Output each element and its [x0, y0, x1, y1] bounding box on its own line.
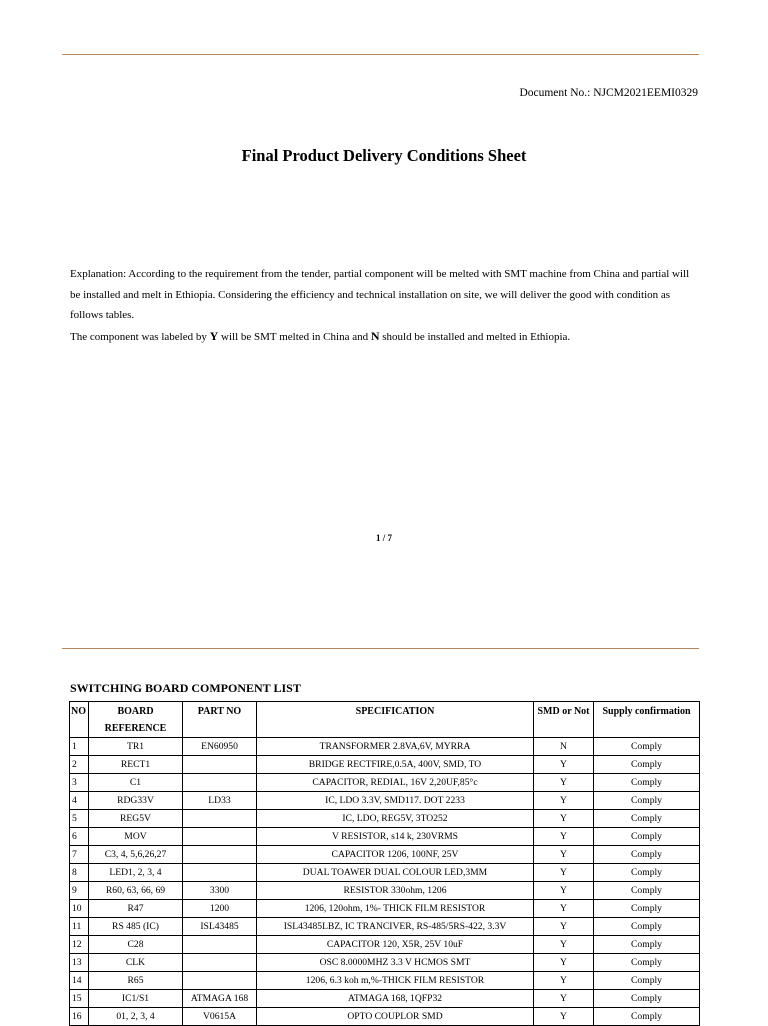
- row-part-no: [183, 972, 257, 990]
- row-no: 8: [70, 864, 89, 882]
- row-smd: Y: [534, 990, 594, 1008]
- row-specification: 1206, 120ohm, 1%- THICK FILM RESISTOR: [257, 900, 534, 918]
- row-part-no: 3300: [183, 882, 257, 900]
- row-no: 5: [70, 810, 89, 828]
- row-supply: Comply: [594, 936, 700, 954]
- table-header-row: [70, 702, 700, 738]
- row-smd: Y: [534, 774, 594, 792]
- row-smd: N: [534, 738, 594, 756]
- row-specification: CAPACITOR 1206, 100NF, 25V: [257, 846, 534, 864]
- table-row: [70, 828, 700, 846]
- row-specification: DUAL TOAWER DUAL COLOUR LED,3MM: [257, 864, 534, 882]
- row-specification: IC, LDO, REG5V, 3TO252: [257, 810, 534, 828]
- row-smd: Y: [534, 792, 594, 810]
- row-reference: C3, 4, 5,6,26,27: [89, 846, 183, 864]
- row-specification: CAPACITOR 120, X5R, 25V 10uF: [257, 936, 534, 954]
- row-smd: Y: [534, 810, 594, 828]
- table-row: [70, 774, 700, 792]
- page-number: 1 / 7: [375, 533, 392, 543]
- row-reference: MOV: [89, 828, 183, 846]
- row-specification: RESISTOR 330ohm, 1206: [257, 882, 534, 900]
- row-part-no: [183, 828, 257, 846]
- row-reference: C1: [89, 774, 183, 792]
- row-smd: Y: [534, 846, 594, 864]
- row-no: 4: [70, 792, 89, 810]
- table-row: [70, 792, 700, 810]
- row-reference: REG5V: [89, 810, 183, 828]
- row-reference: 01, 2, 3, 4: [89, 1008, 183, 1026]
- row-part-no: [183, 756, 257, 774]
- row-part-no: [183, 936, 257, 954]
- row-smd: Y: [534, 954, 594, 972]
- document-title: Final Product Delivery Conditions Sheet: [241, 146, 527, 165]
- row-no: 16: [70, 1008, 89, 1026]
- row-supply: Comply: [594, 774, 700, 792]
- row-smd: Y: [534, 756, 594, 774]
- row-reference: RS 485 (IC): [89, 918, 183, 936]
- row-part-no: V0615A: [183, 1008, 257, 1026]
- row-part-no: [183, 864, 257, 882]
- table-row: [70, 810, 700, 828]
- row-specification: OPTO COUPLOR SMD: [257, 1008, 534, 1026]
- row-no: 9: [70, 882, 89, 900]
- row-part-no: 1200: [183, 900, 257, 918]
- row-no: 10: [70, 900, 89, 918]
- row-part-no: ISL43485: [183, 918, 257, 936]
- row-specification: BRIDGE RECTFIRE,0.5A, 400V, SMD, TO: [257, 756, 534, 774]
- table-row: [70, 1008, 700, 1026]
- row-smd: Y: [534, 900, 594, 918]
- row-supply: Comply: [594, 954, 700, 972]
- row-smd: Y: [534, 1008, 594, 1026]
- row-smd: Y: [534, 882, 594, 900]
- legend-text-a: The component was labeled by: [70, 330, 210, 343]
- row-specification: 1206, 6.3 koh m,%-THICK FILM RESISTOR: [257, 972, 534, 990]
- row-reference: TR1: [89, 738, 183, 756]
- row-supply: Comply: [594, 846, 700, 864]
- row-reference: IC1/S1: [89, 990, 183, 1008]
- row-specification: OSC 8.0000MHZ 3.3 V HCMOS SMT: [257, 954, 534, 972]
- row-smd: Y: [534, 936, 594, 954]
- row-smd: Y: [534, 972, 594, 990]
- table-row: [70, 918, 700, 936]
- table-row: [70, 936, 700, 954]
- document-number: Document No.: NJCM2021EEMI0329: [519, 87, 698, 99]
- legend-n-label: N: [370, 328, 380, 343]
- row-specification: TRANSFORMER 2.8VA,6V, MYRRA: [257, 738, 534, 756]
- table-row: [70, 756, 700, 774]
- row-smd: Y: [534, 864, 594, 882]
- row-supply: Comply: [594, 990, 700, 1008]
- row-no: 6: [70, 828, 89, 846]
- explanation-block: [70, 264, 700, 347]
- table-row: [70, 900, 700, 918]
- row-supply: Comply: [594, 1008, 700, 1026]
- row-supply: Comply: [594, 738, 700, 756]
- row-part-no: ATMAGA 168: [183, 990, 257, 1008]
- explanation-paragraph: Explanation: According to the requirement from the tender, partial component will be melted with SMT machine from China and partial will be installed and melt in Ethiopia. Considering the efficiency and technical installation on site, we will deliver the good with condition as follows tables.: [70, 268, 690, 321]
- row-part-no: [183, 846, 257, 864]
- row-part-no: [183, 810, 257, 828]
- component-table: [69, 701, 700, 1026]
- row-reference: RDG33V: [89, 792, 183, 810]
- label-legend-paragraph: [70, 326, 700, 348]
- row-reference: R65: [89, 972, 183, 990]
- row-specification: CAPACITOR, REDIAL, 16V 2,20UF,85°c: [257, 774, 534, 792]
- row-supply: Comply: [594, 900, 700, 918]
- row-no: 2: [70, 756, 89, 774]
- header-board-reference: [89, 702, 183, 738]
- header-smd: SMD or Not: [534, 702, 594, 738]
- header-board-line2: REFERENCE: [104, 723, 167, 734]
- table-row: [70, 738, 700, 756]
- row-smd: Y: [534, 828, 594, 846]
- row-no: 7: [70, 846, 89, 864]
- row-no: 12: [70, 936, 89, 954]
- row-supply: Comply: [594, 828, 700, 846]
- row-specification: IC, LDO 3.3V, SMD117. DOT 2233: [257, 792, 534, 810]
- header-supply: Supply confirmation: [594, 702, 700, 738]
- table-row: [70, 972, 700, 990]
- row-specification: ATMAGA 168, 1QFP32: [257, 990, 534, 1008]
- row-reference: RECT1: [89, 756, 183, 774]
- table-row: [70, 864, 700, 882]
- row-specification: V RESISTOR, s14 k, 230VRMS: [257, 828, 534, 846]
- row-smd: Y: [534, 918, 594, 936]
- row-reference: CLK: [89, 954, 183, 972]
- header-board-line1: BOARD: [117, 706, 154, 717]
- row-supply: Comply: [594, 882, 700, 900]
- row-supply: Comply: [594, 918, 700, 936]
- legend-y-label: Y: [209, 328, 219, 343]
- row-part-no: EN60950: [183, 738, 257, 756]
- row-part-no: [183, 774, 257, 792]
- row-no: 3: [70, 774, 89, 792]
- row-part-no: [183, 954, 257, 972]
- row-no: 11: [70, 918, 89, 936]
- row-no: 13: [70, 954, 89, 972]
- header-no: NO: [70, 702, 89, 738]
- header-part-no: PART NO: [183, 702, 257, 738]
- table-row: [70, 954, 700, 972]
- row-supply: Comply: [594, 972, 700, 990]
- legend-text-c: should be installed and melted in Ethiopia.: [379, 330, 571, 343]
- row-reference: R47: [89, 900, 183, 918]
- header-specification: SPECIFICATION: [257, 702, 534, 738]
- legend-text-b: will be SMT melted in China and: [218, 330, 371, 343]
- row-supply: Comply: [594, 864, 700, 882]
- row-part-no: LD33: [183, 792, 257, 810]
- row-specification: ISL43485LBZ, IC TRANCIVER, RS-485/5RS-422, 3.3V: [257, 918, 534, 936]
- top-divider: [62, 54, 699, 55]
- row-supply: Comply: [594, 810, 700, 828]
- row-no: 15: [70, 990, 89, 1008]
- row-reference: LED1, 2, 3, 4: [89, 864, 183, 882]
- table-row: [70, 882, 700, 900]
- row-no: 1: [70, 738, 89, 756]
- row-supply: Comply: [594, 792, 700, 810]
- component-list-title: SWITCHING BOARD COMPONENT LIST: [70, 681, 301, 695]
- row-no: 14: [70, 972, 89, 990]
- table-row: [70, 990, 700, 1008]
- row-supply: Comply: [594, 756, 700, 774]
- row-reference: R60, 63, 66, 69: [89, 882, 183, 900]
- row-reference: C28: [89, 936, 183, 954]
- table-row: [70, 846, 700, 864]
- page-break-divider: [62, 648, 699, 649]
